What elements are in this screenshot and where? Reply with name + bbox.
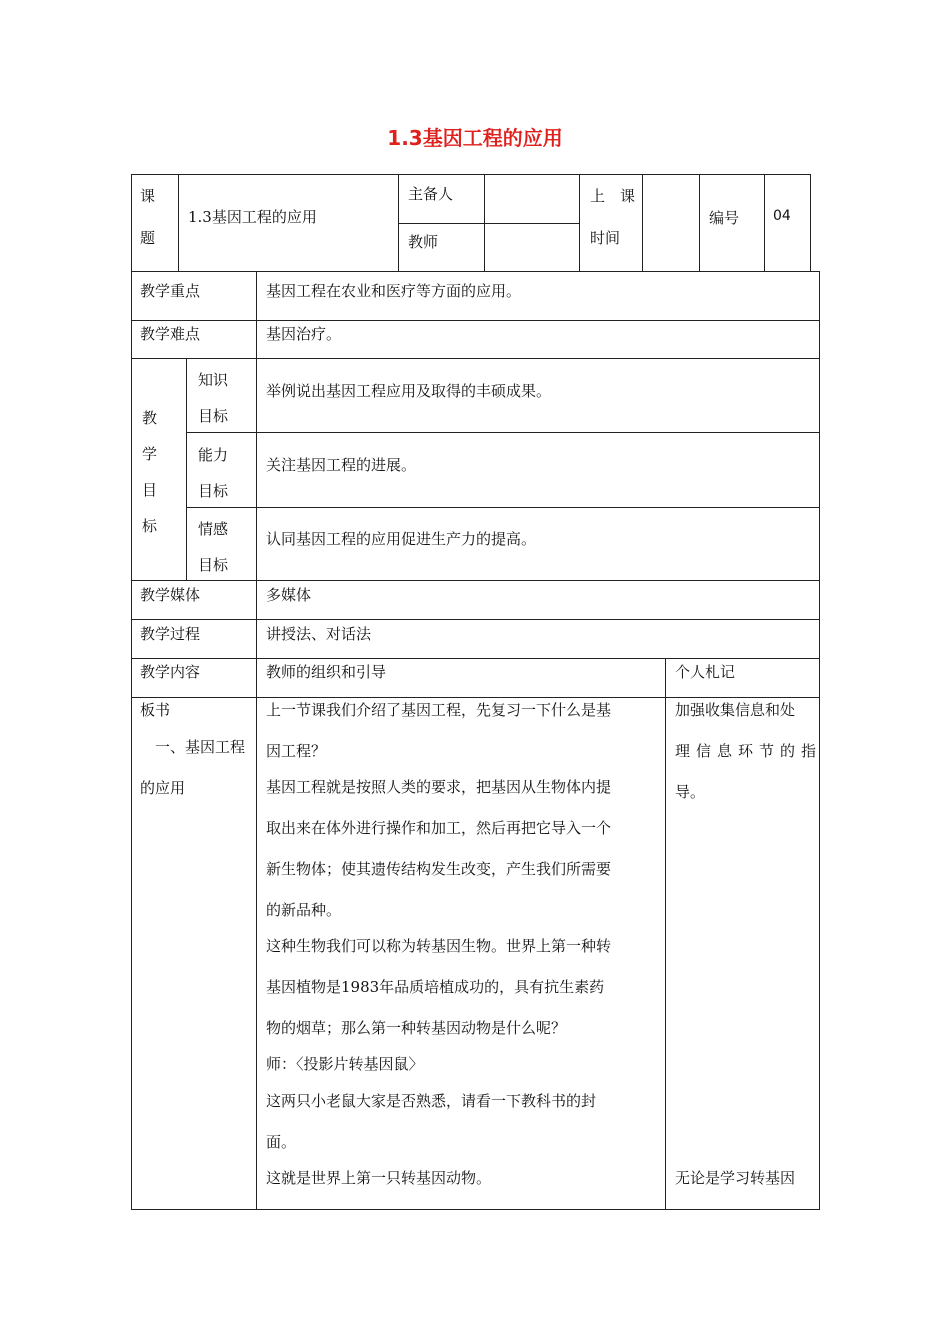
topic-value: 1.3基因工程的应用 bbox=[188, 208, 317, 226]
topic-label: 课 题 bbox=[140, 187, 156, 247]
notes-line: 理信息环节的指 bbox=[675, 742, 823, 760]
notes-bottom-line: 无论是学习转基因 bbox=[675, 1169, 796, 1187]
teacher-text-line: 的新品种。 bbox=[266, 901, 342, 919]
ability-goal-value: 关注基因工程的进展。 bbox=[266, 456, 417, 474]
content-header-col2: 教师的组织和引导 bbox=[266, 663, 387, 681]
process-label: 教学过程 bbox=[140, 625, 201, 643]
emotion-goal-label: 情感 目标 bbox=[198, 520, 229, 574]
teacher-text-line: 因工程？ bbox=[266, 742, 327, 760]
key-point-label: 教学重点 bbox=[140, 282, 201, 300]
teacher-text-line: 面。 bbox=[266, 1133, 297, 1151]
page-title: 1.3基因工程的应用 bbox=[387, 126, 563, 150]
number-label: 编号 bbox=[709, 209, 740, 227]
content-header-col1: 教学内容 bbox=[140, 663, 201, 681]
media-value: 多媒体 bbox=[266, 586, 312, 604]
board-line: 的应用 bbox=[140, 779, 186, 797]
notes-line: 加强收集信息和处 bbox=[675, 701, 796, 719]
media-label: 教学媒体 bbox=[140, 586, 201, 604]
teacher-text-line: 上一节课我们介绍了基因工程，先复习一下什么是基 bbox=[266, 701, 612, 719]
content-header-col3: 个人札记 bbox=[675, 663, 736, 681]
difficulty-label: 教学难点 bbox=[140, 325, 201, 343]
teacher-text-line: 这两只小老鼠大家是否熟悉，请看一下教科书的封 bbox=[266, 1092, 597, 1110]
objectives-label: 教 学 目 标 bbox=[142, 409, 158, 535]
teacher-text-line: 师：〈投影片转基因鼠〉 bbox=[266, 1055, 424, 1073]
teacher-label: 教师 bbox=[408, 233, 439, 251]
difficulty-value: 基因治疗。 bbox=[266, 325, 342, 343]
notes-line: 导。 bbox=[675, 783, 706, 801]
teacher-text-line: 基因工程就是按照人类的要求，把基因从生物体内提 bbox=[266, 778, 612, 796]
teacher-text-line: 基因植物是1983年品质培植成功的，具有抗生素药 bbox=[266, 978, 605, 996]
knowledge-goal-value: 举例说出基因工程应用及取得的丰硕成果。 bbox=[266, 382, 552, 400]
process-value: 讲授法、对话法 bbox=[266, 625, 372, 643]
teacher-text-line: 物的烟草；那么第一种转基因动物是什么呢？ bbox=[266, 1019, 567, 1037]
key-point-value: 基因工程在农业和医疗等方面的应用。 bbox=[266, 282, 522, 300]
ability-goal-label: 能力 目标 bbox=[198, 446, 229, 500]
knowledge-goal-label: 知识 目标 bbox=[198, 371, 229, 425]
teacher-text-line: 取出来在体外进行操作和加工，然后再把它导入一个 bbox=[266, 819, 612, 837]
teacher-text-line: 这种生物我们可以称为转基因生物。世界上第一种转 bbox=[266, 937, 612, 955]
teacher-text-line: 新生物体；使其遗传结构发生改变，产生我们所需要 bbox=[266, 860, 612, 878]
class-time-label: 上 课 时间 bbox=[590, 187, 636, 247]
board-line: 一、基因工程 bbox=[140, 738, 246, 756]
emotion-goal-value: 认同基因工程的应用促进生产力的提高。 bbox=[266, 530, 537, 548]
board-line: 板书 bbox=[140, 701, 171, 719]
preparer-label: 主备人 bbox=[408, 185, 454, 203]
teacher-text-line: 这就是世界上第一只转基因动物。 bbox=[266, 1169, 492, 1187]
number-value: 04 bbox=[773, 208, 791, 224]
